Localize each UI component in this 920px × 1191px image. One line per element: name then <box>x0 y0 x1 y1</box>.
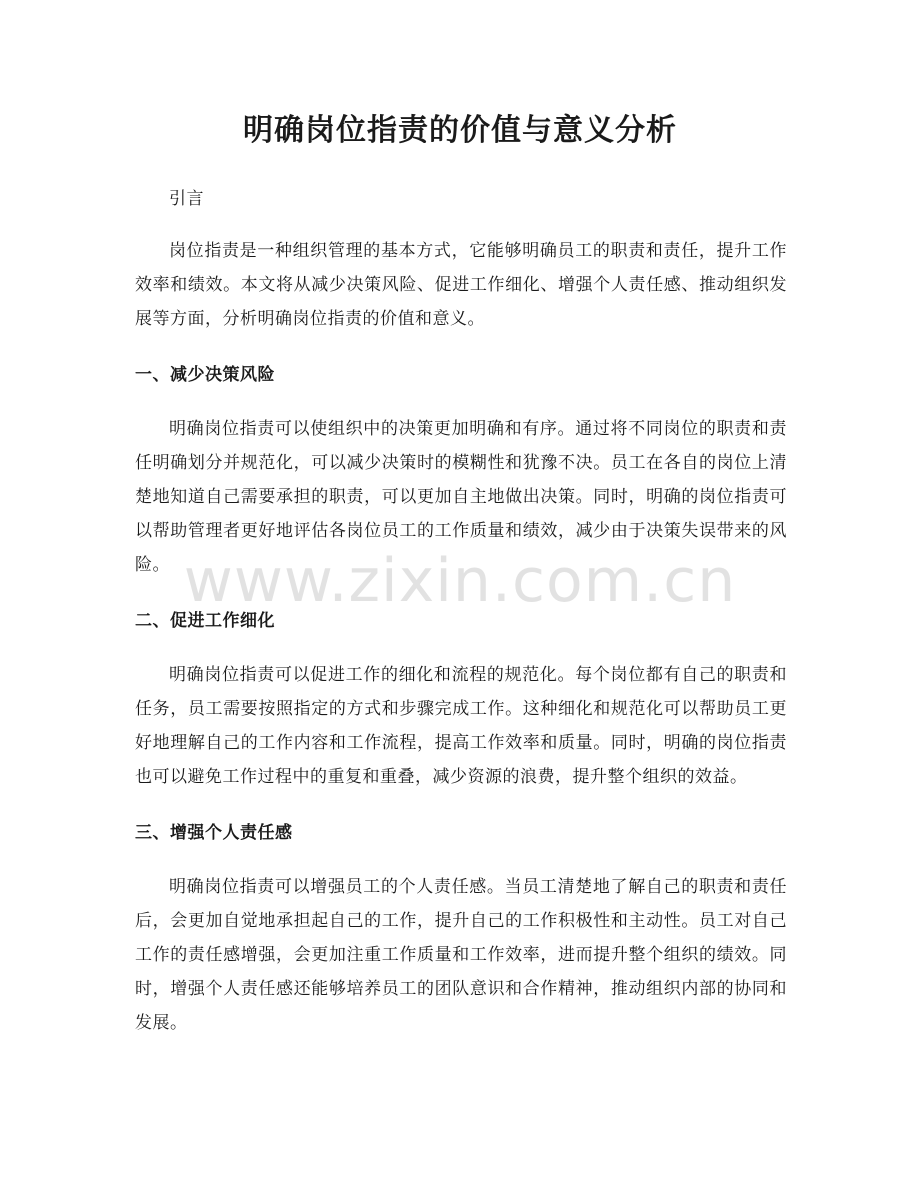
watermark: www.zixin.com.cn <box>183 546 737 616</box>
section-heading-2: 二、促进工作细化 <box>135 611 275 631</box>
section-heading-1: 一、减少决策风险 <box>135 365 275 385</box>
intro-paragraph: 岗位指责是一种组织管理的基本方式，它能够明确员工的职责和责任，提升工作效率和绩效。本文将从减少决策风险、促进工作细化、增强个人责任感、推动组织发展等方面，分析明确岗位指责的价值和意义。 <box>135 241 787 329</box>
section-paragraph-1: 明确岗位指责可以使组织中的决策更加明确和有序。通过将不同岗位的职责和责任明确划分并规范化，可以减少决策时的模糊性和犹豫不决。员工在各自的岗位上清楚地知道自己需要承担的职责，可以更加自主地做出决策。同时，明确的岗位指责可以帮助管理者更好地评估各岗位员工的工作质量和绩效，减少由于决策失误带来的风险。 <box>135 419 787 575</box>
section-paragraph-3: 明确岗位指责可以增强员工的个人责任感。当员工清楚地了解自己的职责和责任后，会更加自觉地承担起自己的工作，提升自己的工作积极性和主动性。员工对自己工作的责任感增强，会更加注重工作质量和工作效率，进而提升整个组织的绩效。同时，增强个人责任感还能够培养员工的团队意识和合作精神，推动组织内部的协同和发展。 <box>135 877 787 1033</box>
section-heading-3: 三、增强个人责任感 <box>135 823 293 843</box>
document-title: 明确岗位指责的价值与意义分析 <box>243 113 677 148</box>
document-body <box>135 182 787 1062</box>
section-paragraph-2: 明确岗位指责可以促进工作的细化和流程的规范化。每个岗位都有自己的职责和任务，员工需要按照指定的方式和步骤完成工作。这种细化和规范化可以帮助员工更好地理解自己的工作内容和工作流程，提高工作效率和质量。同时，明确的岗位指责也可以避免工作过程中的重复和重叠，减少资源的浪费，提升整个组织的效益。 <box>135 665 787 787</box>
intro-label: 引言 <box>169 189 204 209</box>
